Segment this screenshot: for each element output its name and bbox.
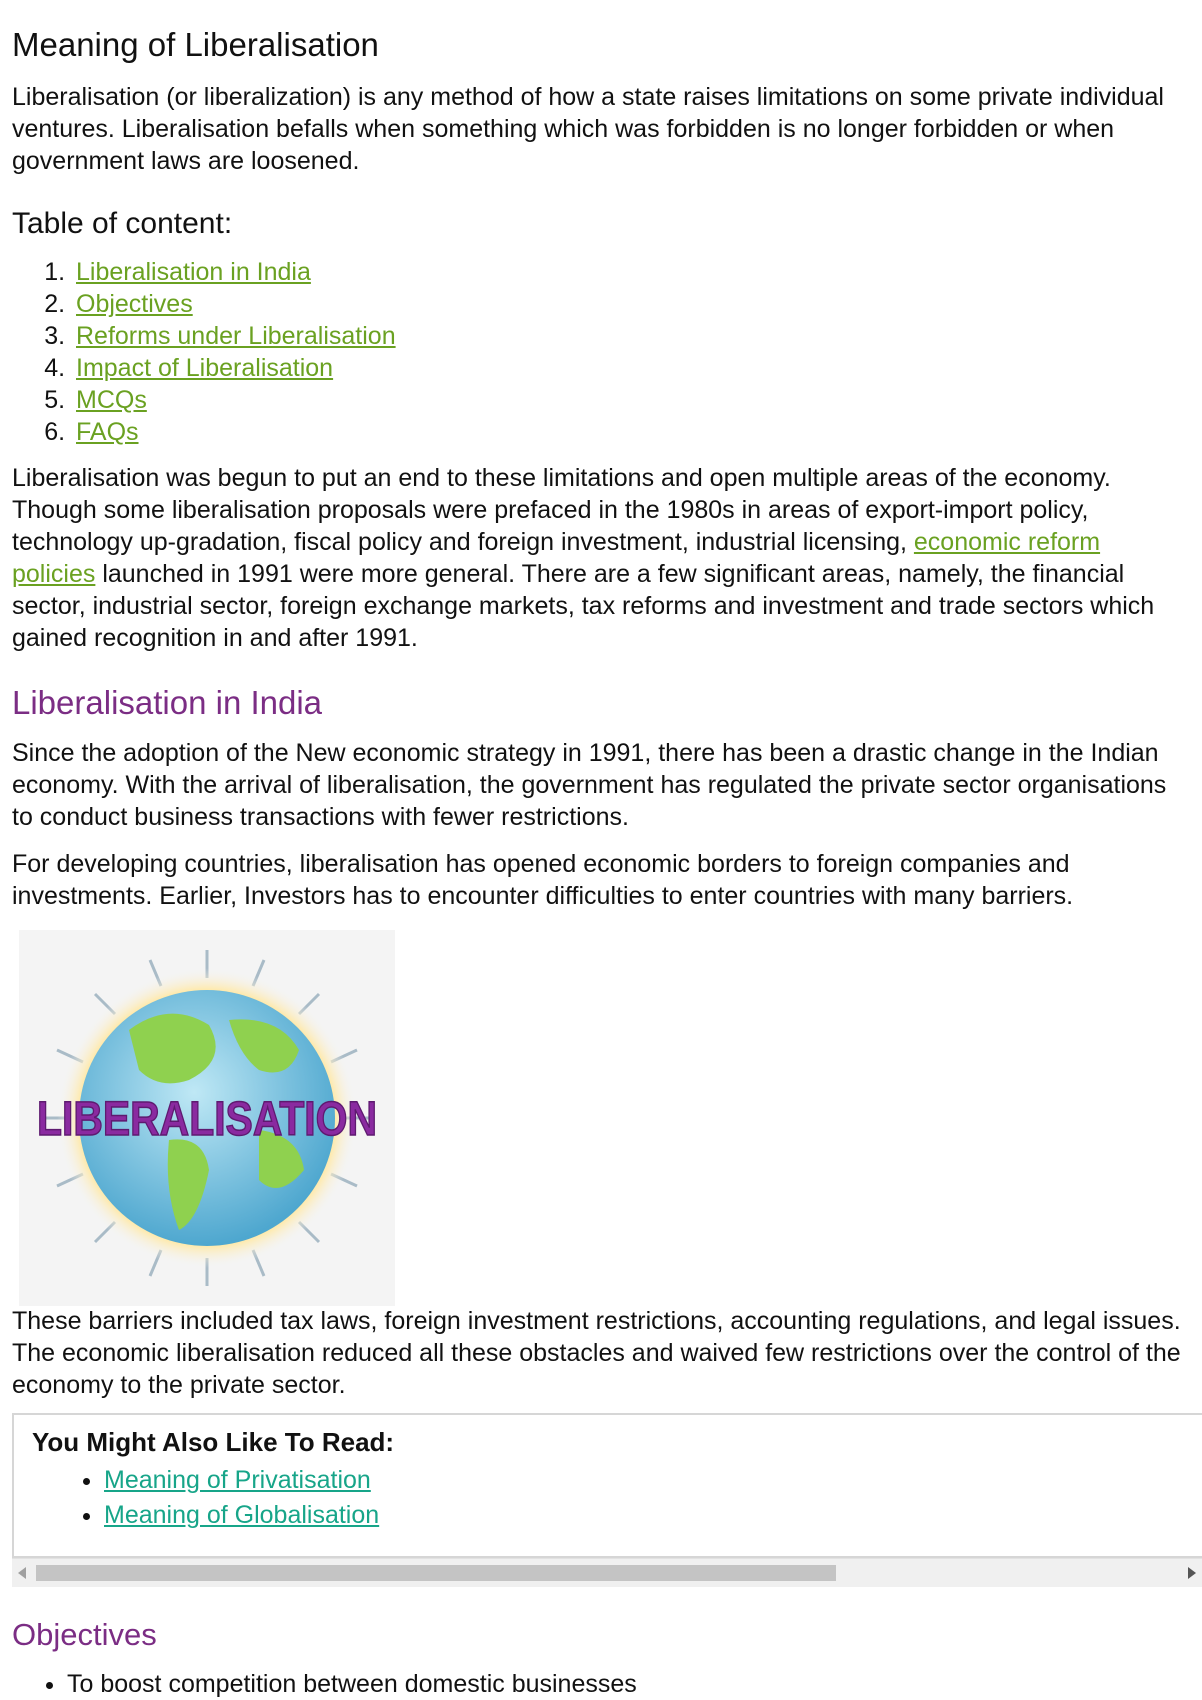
- globe-image: [19, 930, 395, 1306]
- liberalisation-in-india-heading: Liberalisation in India: [12, 684, 323, 721]
- scroll-right-icon[interactable]: [1188, 1567, 1196, 1579]
- economic-reform-policies-link[interactable]: economic reform policies: [12, 528, 1101, 588]
- also-read-title: You Might Also Like To Read:: [32, 1427, 395, 1457]
- scroll-thumb[interactable]: [36, 1565, 836, 1581]
- toc-link-impact[interactable]: Impact of Liberalisation: [76, 354, 334, 382]
- objectives-heading: Objectives: [12, 1617, 157, 1652]
- toc-link-objectives[interactable]: Objectives: [76, 290, 193, 318]
- toc-item: [72, 384, 396, 416]
- also-read-box: [12, 1413, 1202, 1558]
- scroll-left-icon[interactable]: [18, 1567, 26, 1579]
- meaning-paragraph: Liberalisation (or liberalization) is any method of how a state raises limitations on some private individual ventures. Liberalisation befalls when something which was forbidden is no longer forbidden or when government laws are loosened.: [12, 83, 1164, 175]
- toc-heading: Table of content:: [12, 207, 233, 240]
- meaning-heading: Meaning of Liberalisation: [12, 26, 379, 63]
- meaning-of-privatisation-link[interactable]: Meaning of Privatisation: [104, 1466, 371, 1494]
- toc-link-mcqs[interactable]: MCQs: [76, 386, 147, 414]
- list-item: • To boost competition between domestic businesses: [67, 1668, 637, 1700]
- india-paragraph-3: These barriers included tax laws, foreign investment restrictions, accounting regulations, and legal issues. The economic liberalisation reduced all these obstacles and waived few restrictions over the control of the economy to the private sector.: [12, 1307, 1181, 1399]
- toc-item: [72, 288, 396, 320]
- horizontal-scrollbar[interactable]: [12, 1558, 1202, 1587]
- liberalisation-image: [19, 930, 395, 1306]
- toc-item: [72, 416, 396, 448]
- also-read-list: [84, 1463, 379, 1533]
- india-paragraph-1: Since the adoption of the New economic strategy in 1991, there has been a drastic change in the Indian economy. With the arrival of liberalisation, the government has regulated the private sector organisations to conduct business transactions with fewer restrictions.: [12, 739, 1167, 831]
- toc-item: [72, 320, 396, 352]
- meaning-of-globalisation-link[interactable]: Meaning of Globalisation: [104, 1501, 380, 1529]
- india-paragraph-2: For developing countries, liberalisation has opened economic borders to foreign companies and investments. Earlier, Investors has to encounter difficulties to enter countries with many barriers.: [12, 850, 1074, 910]
- list-item: [104, 1498, 379, 1533]
- list-item: [104, 1463, 379, 1498]
- intro-paragraph: [12, 462, 1172, 654]
- toc-link-reforms[interactable]: Reforms under Liberalisation: [76, 322, 396, 350]
- toc-link-faqs[interactable]: FAQs: [76, 418, 139, 446]
- intro-text-after: launched in 1991 were more general. There are a few significant areas, namely, the financial sector, industrial sector, foreign exchange markets, tax reforms and investment and trade sectors which gained recognition in and after 1991.: [12, 560, 1155, 652]
- toc-link-liberalisation-in-india[interactable]: Liberalisation in India: [76, 258, 311, 286]
- table-of-contents: [12, 256, 396, 448]
- objectives-list: [12, 1668, 637, 1700]
- liberalisation-image-text: LIBERALISATION: [37, 1093, 377, 1146]
- intro-text-before: Liberalisation was begun to put an end to these limitations and open multiple areas of the economy. Though some liberalisation proposals were prefaced in the 1980s in areas of export-import policy, technology up-gradation, fiscal policy and foreign investment, industrial licensing,: [12, 464, 1111, 556]
- toc-item: [72, 256, 396, 288]
- toc-item: [72, 352, 396, 384]
